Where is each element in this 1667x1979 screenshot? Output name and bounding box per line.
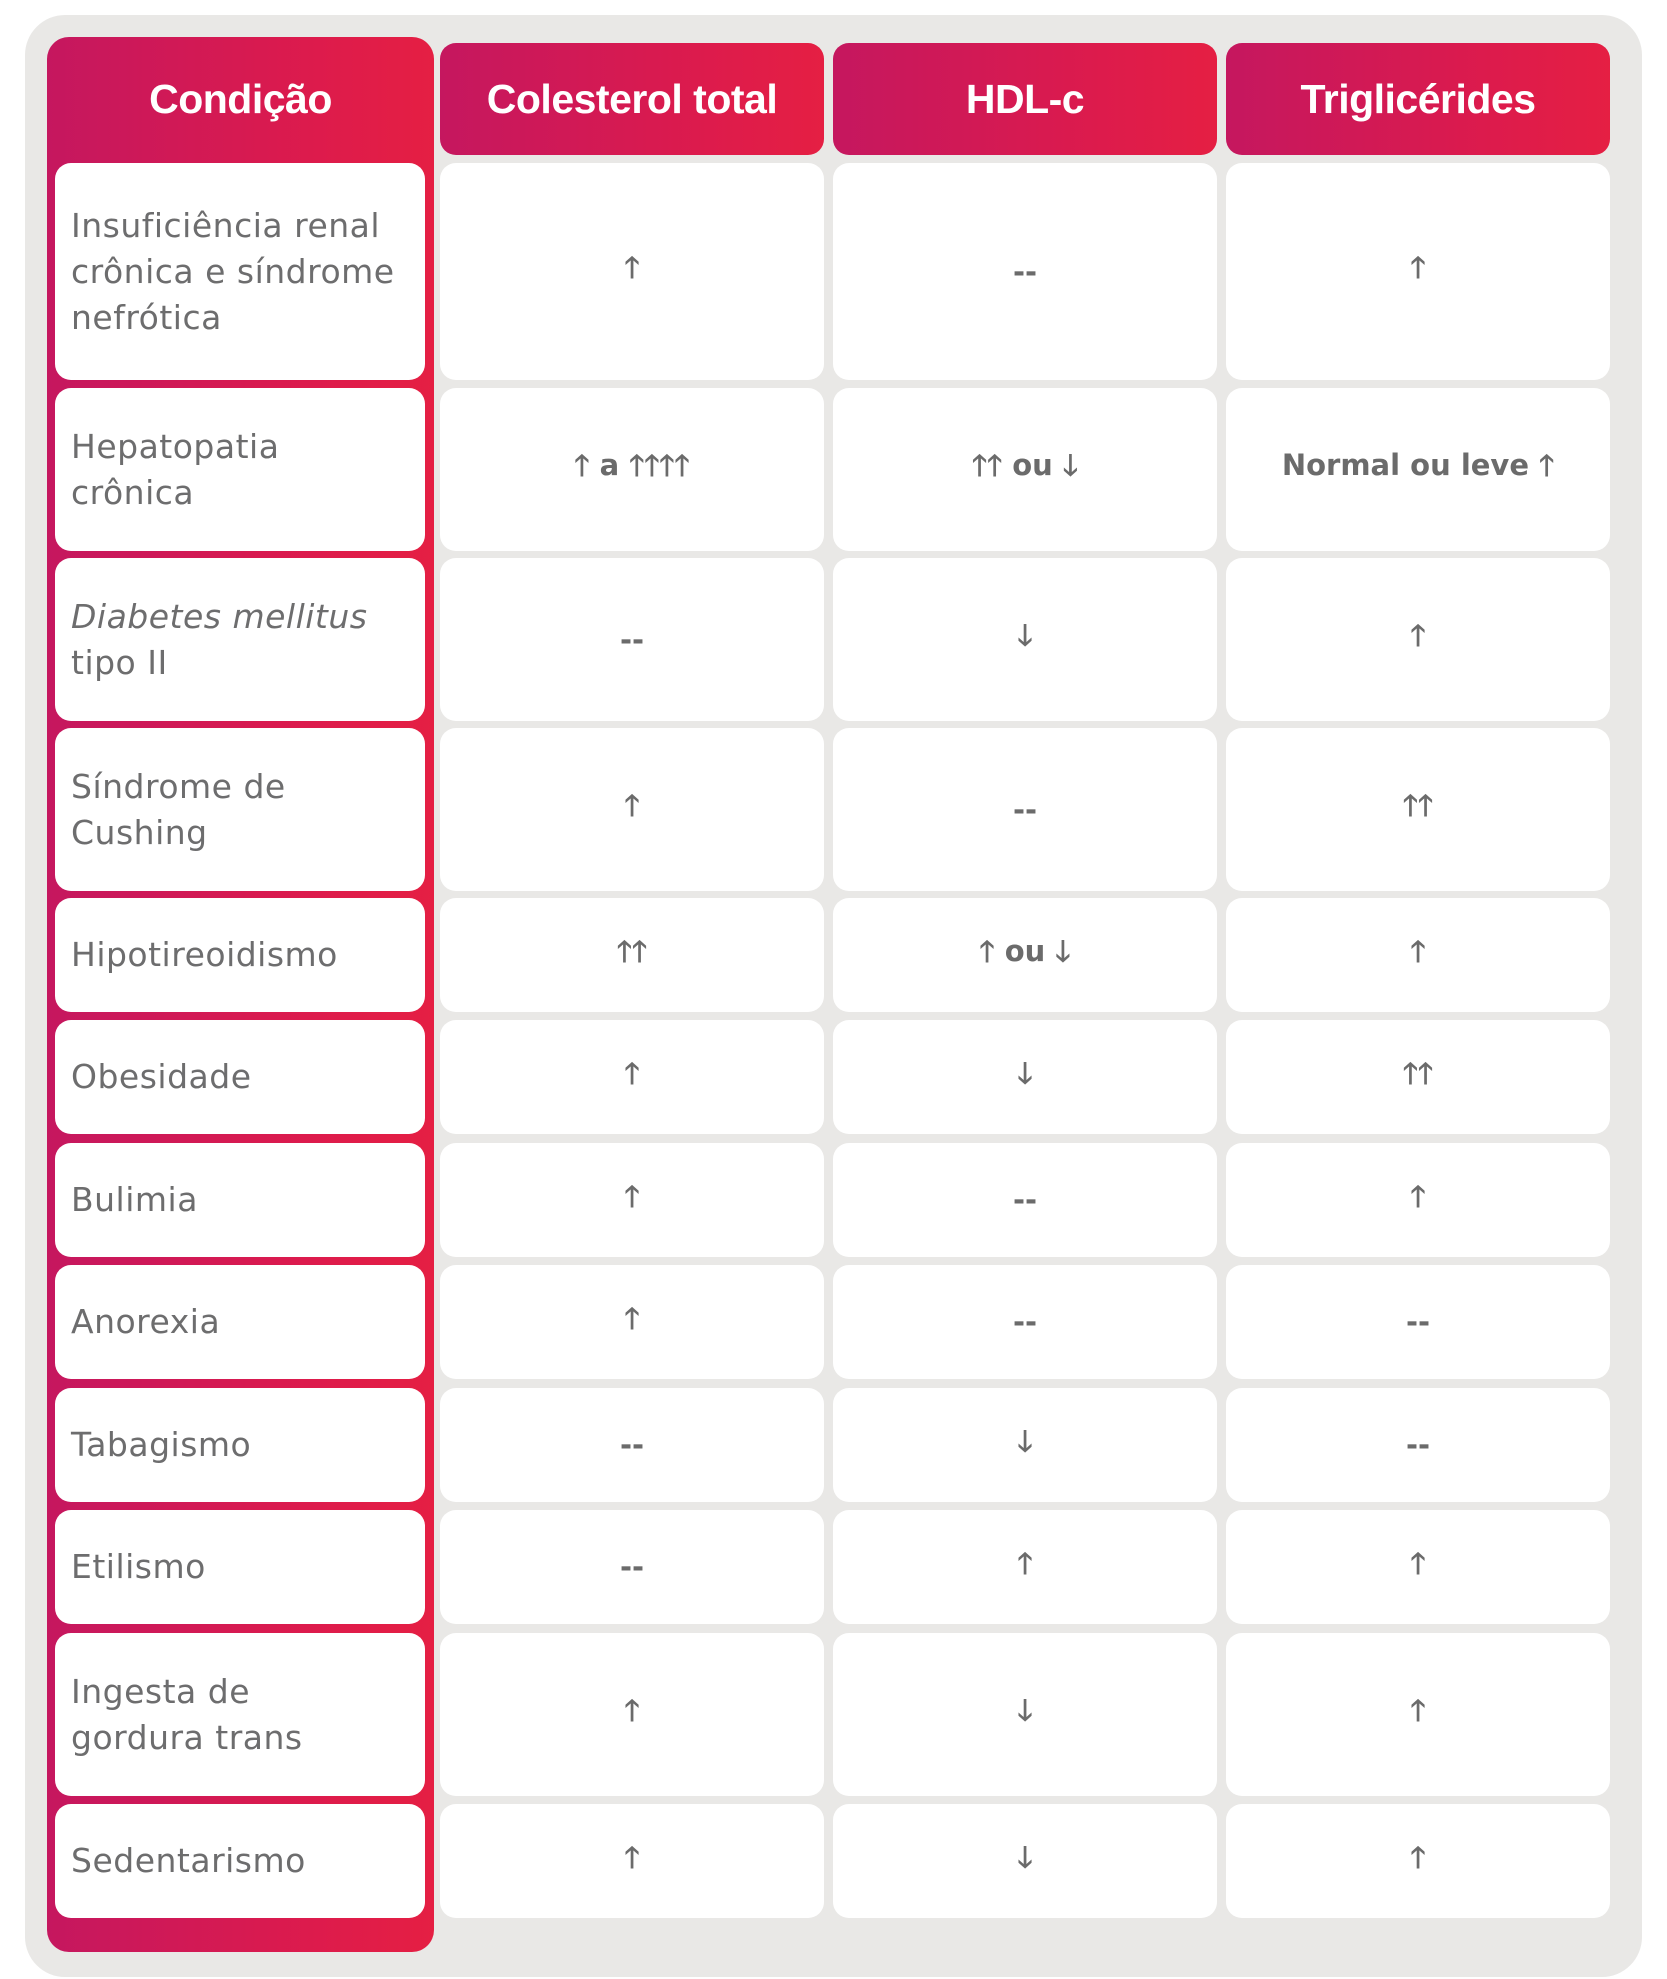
colesterol-value: 🡑 a 🡑🡑🡑🡑 — [440, 388, 824, 551]
header-colesterol-total: Colesterol total — [440, 43, 824, 155]
header-triglicerides: Triglicérides — [1226, 43, 1610, 155]
hdl-value: 🡑🡑 ou 🡓 — [833, 388, 1217, 551]
hdl-value: -- — [833, 728, 1217, 891]
condition-label: Bulimia — [71, 1180, 198, 1219]
colesterol-value: -- — [440, 1388, 824, 1502]
condition-label: Ingesta de gordura trans — [71, 1671, 303, 1757]
condition-label: Hipotireoidismo — [71, 935, 338, 974]
table-row — [55, 1804, 425, 1918]
triglicerides-value: 🡑 — [1226, 1633, 1610, 1796]
table-row — [55, 1633, 425, 1796]
colesterol-value: -- — [440, 558, 824, 721]
hdl-value: 🡓 — [833, 1633, 1217, 1796]
triglicerides-value: -- — [1226, 1265, 1610, 1379]
condition-label-extra: tipo II — [71, 642, 168, 682]
triglicerides-value: 🡑🡑 — [1226, 1020, 1610, 1134]
triglicerides-value: Normal ou leve 🡑 — [1226, 388, 1610, 551]
table-row — [55, 558, 425, 721]
condition-label: Etilismo — [71, 1547, 206, 1586]
table-row — [55, 1020, 425, 1134]
triglicerides-value: 🡑🡑 — [1226, 728, 1610, 891]
table-row — [55, 163, 425, 380]
colesterol-value: 🡑 — [440, 1020, 824, 1134]
triglicerides-value: 🡑 — [1226, 1143, 1610, 1257]
colesterol-value: 🡑 — [440, 1265, 824, 1379]
triglicerides-value: -- — [1226, 1388, 1610, 1502]
colesterol-value: 🡑 — [440, 163, 824, 380]
hdl-value: -- — [833, 163, 1217, 380]
hdl-value: 🡓 — [833, 1020, 1217, 1134]
condition-label: Obesidade — [71, 1057, 252, 1096]
condition-label: Hepatopatia crônica — [71, 426, 280, 512]
table-row — [55, 898, 425, 1012]
header-condicao: Condição — [149, 75, 332, 122]
condition-label: Síndrome de Cushing — [71, 766, 286, 852]
table-row — [55, 728, 425, 891]
hdl-value: 🡓 — [833, 558, 1217, 721]
hdl-value: 🡓 — [833, 1388, 1217, 1502]
table-row — [55, 1143, 425, 1257]
colesterol-value: 🡑🡑 — [440, 898, 824, 1012]
table-row — [55, 388, 425, 551]
colesterol-value: 🡑 — [440, 728, 824, 891]
triglicerides-value: 🡑 — [1226, 1510, 1610, 1624]
condition-label: Insuficiência renal crônica e síndrome nefrótica — [71, 205, 395, 337]
hdl-value: 🡑 ou 🡓 — [833, 898, 1217, 1012]
header-hdl-c: HDL-c — [833, 43, 1217, 155]
condition-label: Tabagismo — [71, 1425, 252, 1464]
colesterol-value: 🡑 — [440, 1804, 824, 1918]
table-row — [55, 1388, 425, 1502]
table-row — [55, 1510, 425, 1624]
hdl-value: -- — [833, 1265, 1217, 1379]
hdl-value: 🡑 — [833, 1510, 1217, 1624]
condition-label: Sedentarismo — [71, 1841, 306, 1880]
hdl-value: -- — [833, 1143, 1217, 1257]
triglicerides-value: 🡑 — [1226, 898, 1610, 1012]
colesterol-value: 🡑 — [440, 1633, 824, 1796]
condition-label: Anorexia — [71, 1302, 221, 1341]
triglicerides-value: 🡑 — [1226, 163, 1610, 380]
triglicerides-value: 🡑 — [1226, 558, 1610, 721]
colesterol-value: 🡑 — [440, 1143, 824, 1257]
table-row — [55, 1265, 425, 1379]
condition-label — [71, 594, 367, 686]
condition-label-italic: Diabetes mellitus — [71, 596, 368, 636]
hdl-value: 🡓 — [833, 1804, 1217, 1918]
triglicerides-value: 🡑 — [1226, 1804, 1610, 1918]
colesterol-value: -- — [440, 1510, 824, 1624]
